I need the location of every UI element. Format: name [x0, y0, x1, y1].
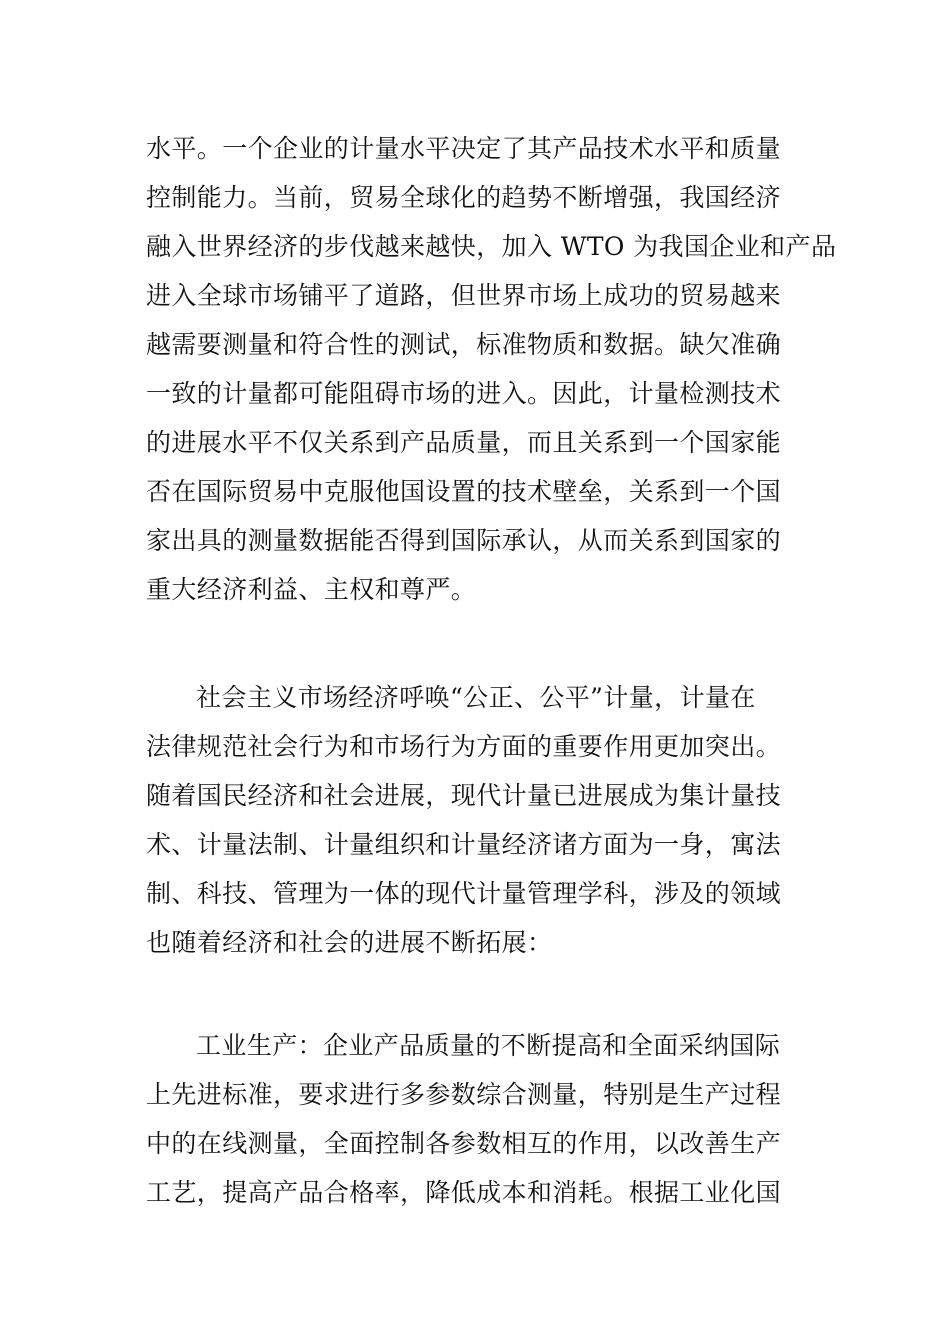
text-line: 一致的计量都可能阻碍市场的进入。因此，计量检测技术 — [146, 379, 782, 408]
text-line: 越需要测量和符合性的测试，标准物质和数据。缺欠准确 — [146, 330, 782, 359]
paragraph-3 — [146, 1021, 806, 1217]
text-line: 水平。一个企业的计量水平决定了其产品技术水平和质量 — [146, 134, 782, 163]
text-line: 重大经济利益、主权和尊严。 — [146, 575, 477, 604]
text-line: 也随着经济和社会的进展不断拓展： — [146, 928, 553, 957]
text-line-first: 社会主义市场经济呼唤“公正、公平”计量，计量在 — [196, 683, 756, 712]
text-line: 否在国际贸易中克服他国设置的技术壁垒，关系到一个国 — [146, 477, 782, 506]
paragraph-2 — [146, 673, 806, 967]
text-line-first: 工业生产：企业产品质量的不断提高和全面采纳国际 — [196, 1031, 781, 1060]
text-line: 术、计量法制、计量组织和计量经济诸方面为一身，寓法 — [146, 830, 782, 859]
text-line: 家出具的测量数据能否得到国际承认，从而关系到国家的 — [146, 526, 782, 555]
text-line: 中的在线测量，全面控制各参数相互的作用，以改善生产 — [146, 1129, 782, 1158]
text-line: 工艺，提高产品合格率，降低成本和消耗。根据工业化国 — [146, 1178, 782, 1207]
text-line: 法律规范社会行为和市场行为方面的重要作用更加突出。 — [146, 732, 782, 761]
text-line: 制、科技、管理为一体的现代计量管理学科，涉及的领域 — [146, 879, 782, 908]
text-line: 随着国民经济和社会进展，现代计量已进展成为集计量技 — [146, 781, 782, 810]
text-line: 上先进标准，要求进行多参数综合测量，特别是生产过程 — [146, 1080, 782, 1109]
text-line: 的进展水平不仅关系到产品质量，而且关系到一个国家能 — [146, 428, 782, 457]
paragraph-1 — [146, 124, 837, 614]
text-line: 融入世界经济的步伐越来越快，加入 WTO 为我国企业和产品 — [146, 232, 837, 261]
text-line: 控制能力。当前，贸易全球化的趋势不断增强，我国经济 — [146, 183, 782, 212]
text-line: 进入全球市场铺平了道路，但世界市场上成功的贸易越来 — [146, 281, 782, 310]
